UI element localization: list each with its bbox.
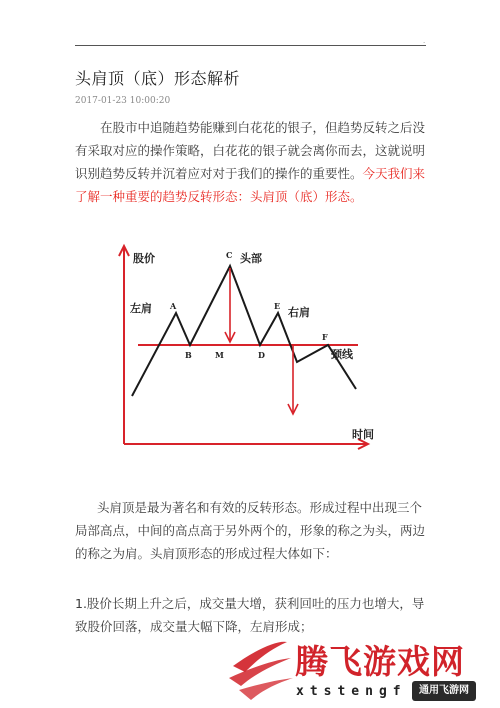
description-text: 头肩顶是最为著名和有效的反转形态。形成过程中出现三个局部高点，中间的高点高于另外两个的，形象的称之为头，两边的称之为肩。头肩顶形态的形成过程大体如下： [75, 500, 426, 561]
article-date: 2017-01-23 10:00:20 [75, 96, 171, 106]
x-axis-label: 时间 [352, 428, 374, 441]
intro-paragraph [75, 116, 431, 208]
neckline-label: 颈线 [331, 348, 353, 361]
price-path [132, 266, 356, 396]
site-name: 腾飞游戏网 [295, 642, 465, 681]
intro-text: 在股市中追随趋势能赚到白花花的银子，但趋势反转之后没有采取对应的操作策略，白花花的银子就会离你而去，这就说明识别趋势反转并沉着应对对于我们的操作的重要性。 [75, 120, 426, 181]
site-url: xtstengf [296, 684, 407, 699]
step-one-text: 1.股价长期上升之后，成交量大增，获利回吐的压力也增大，导致股价回落，成交量大幅下降，左肩形成； [75, 596, 425, 634]
article-title: 头肩顶（底）形态解析 [75, 69, 241, 88]
right-shoulder-label: 右肩 [288, 306, 310, 319]
point-d: D [258, 350, 265, 360]
top-divider [75, 45, 426, 46]
site-badge: 通用飞游网 [412, 681, 476, 701]
point-e: E [274, 301, 281, 311]
description-paragraph [75, 496, 431, 565]
head-shoulders-diagram [108, 236, 378, 456]
y-axis-label: 股价 [133, 252, 155, 265]
point-f: F [322, 332, 328, 342]
point-m: M [215, 350, 224, 360]
top-mark: · [423, 39, 426, 47]
point-a: A [170, 301, 177, 311]
point-b: B [185, 350, 192, 360]
intro-highlight: 今天我们来了解一种重要的趋势反转形态：头肩顶（底）形态。 [75, 166, 426, 204]
point-c: C [226, 250, 233, 260]
head-label: 头部 [240, 252, 262, 265]
left-shoulder-label: 左肩 [130, 302, 152, 315]
